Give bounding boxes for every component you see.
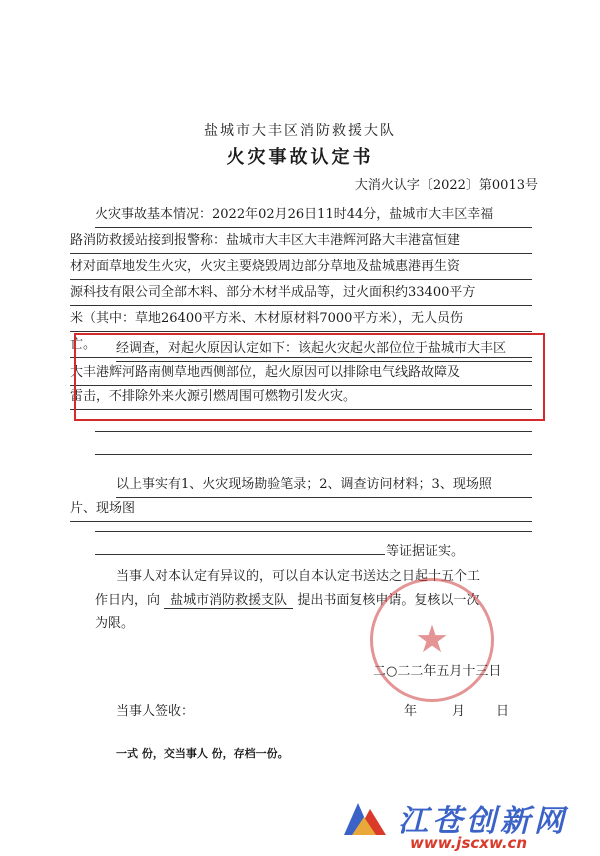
signature-month: 月 — [452, 704, 466, 719]
document-title: 火灾事故认定书 — [226, 147, 374, 168]
signature-day: 日 — [496, 704, 510, 719]
highlight-box — [74, 333, 545, 421]
site-logo-icon — [342, 795, 388, 841]
appeal-line-1: 当事人对本认定有异议的，可以自本认定书送达之日起十五个工 — [116, 569, 481, 584]
appeal-line-3: 为限。 — [95, 616, 135, 631]
blank-line — [95, 531, 532, 532]
blank-line — [95, 431, 532, 432]
signature-year: 年 — [404, 704, 418, 719]
evidence-line: 片、现场图 — [70, 498, 532, 524]
basic-info-line: 火灾事故基本情况：2022年02月26日11时44分，盐城市大丰区幸福 — [95, 204, 532, 230]
issue-date: 二○二二年五月十三日 — [373, 664, 502, 679]
blank-line — [95, 454, 532, 455]
copies-note: 一式 份，交当事人 份，存档一份。 — [116, 747, 289, 760]
appeal-prefix: 作日内，向 — [95, 593, 161, 608]
watermark-url: www.jscxw.cn — [410, 834, 528, 852]
watermark-title: 江苍创新网 — [398, 804, 568, 839]
evidence-blank — [95, 540, 385, 555]
basic-info-line: 米（其中：草地26400平方米、木材原材料7000平方米），无人员伤 — [70, 308, 532, 334]
seal-star-icon: ★ — [415, 617, 450, 661]
evidence-suffix: 等证据证实。 — [386, 544, 465, 559]
review-authority: 盐城市消防救援支队 — [164, 593, 293, 609]
basic-info-line: 源科技有限公司全部木料、部分木材半成品等，过火面积约33400平方 — [70, 282, 532, 308]
basic-info-line: 路消防救援站接到报警称：盐城市大丰区大丰港辉河路大丰港富恒建 — [70, 230, 532, 256]
appeal-suffix: 提出书面复核申请。复核以一次 — [297, 593, 480, 608]
basic-info-line: 材对面草地发生火灾，火灾主要烧毁周边部分草地及盐城惠港再生资 — [70, 256, 532, 282]
official-seal — [370, 578, 494, 702]
signature-label: 当事人签收： — [116, 704, 195, 719]
document-number: 大消火认字〔2022〕第0013号 — [354, 178, 538, 193]
issuing-organization: 盐城市大丰区消防救援大队 — [204, 123, 396, 139]
investigation-line: 雷击，不排除外来火源引燃周围可燃物引发火灾。 — [70, 386, 532, 412]
investigation-line: 大丰港辉河路南侧草地西侧部位，起火原因可以排除电气线路故障及 — [70, 362, 532, 388]
evidence-line: 以上事实有1、火灾现场勘验笔录；2、调查访问材料；3、现场照 — [116, 474, 532, 500]
investigation-line: 经调查，对起火原因认定如下：该起火灾起火部位位于盐城市大丰区 — [116, 338, 532, 364]
basic-info-line: 亡。 — [70, 334, 532, 360]
